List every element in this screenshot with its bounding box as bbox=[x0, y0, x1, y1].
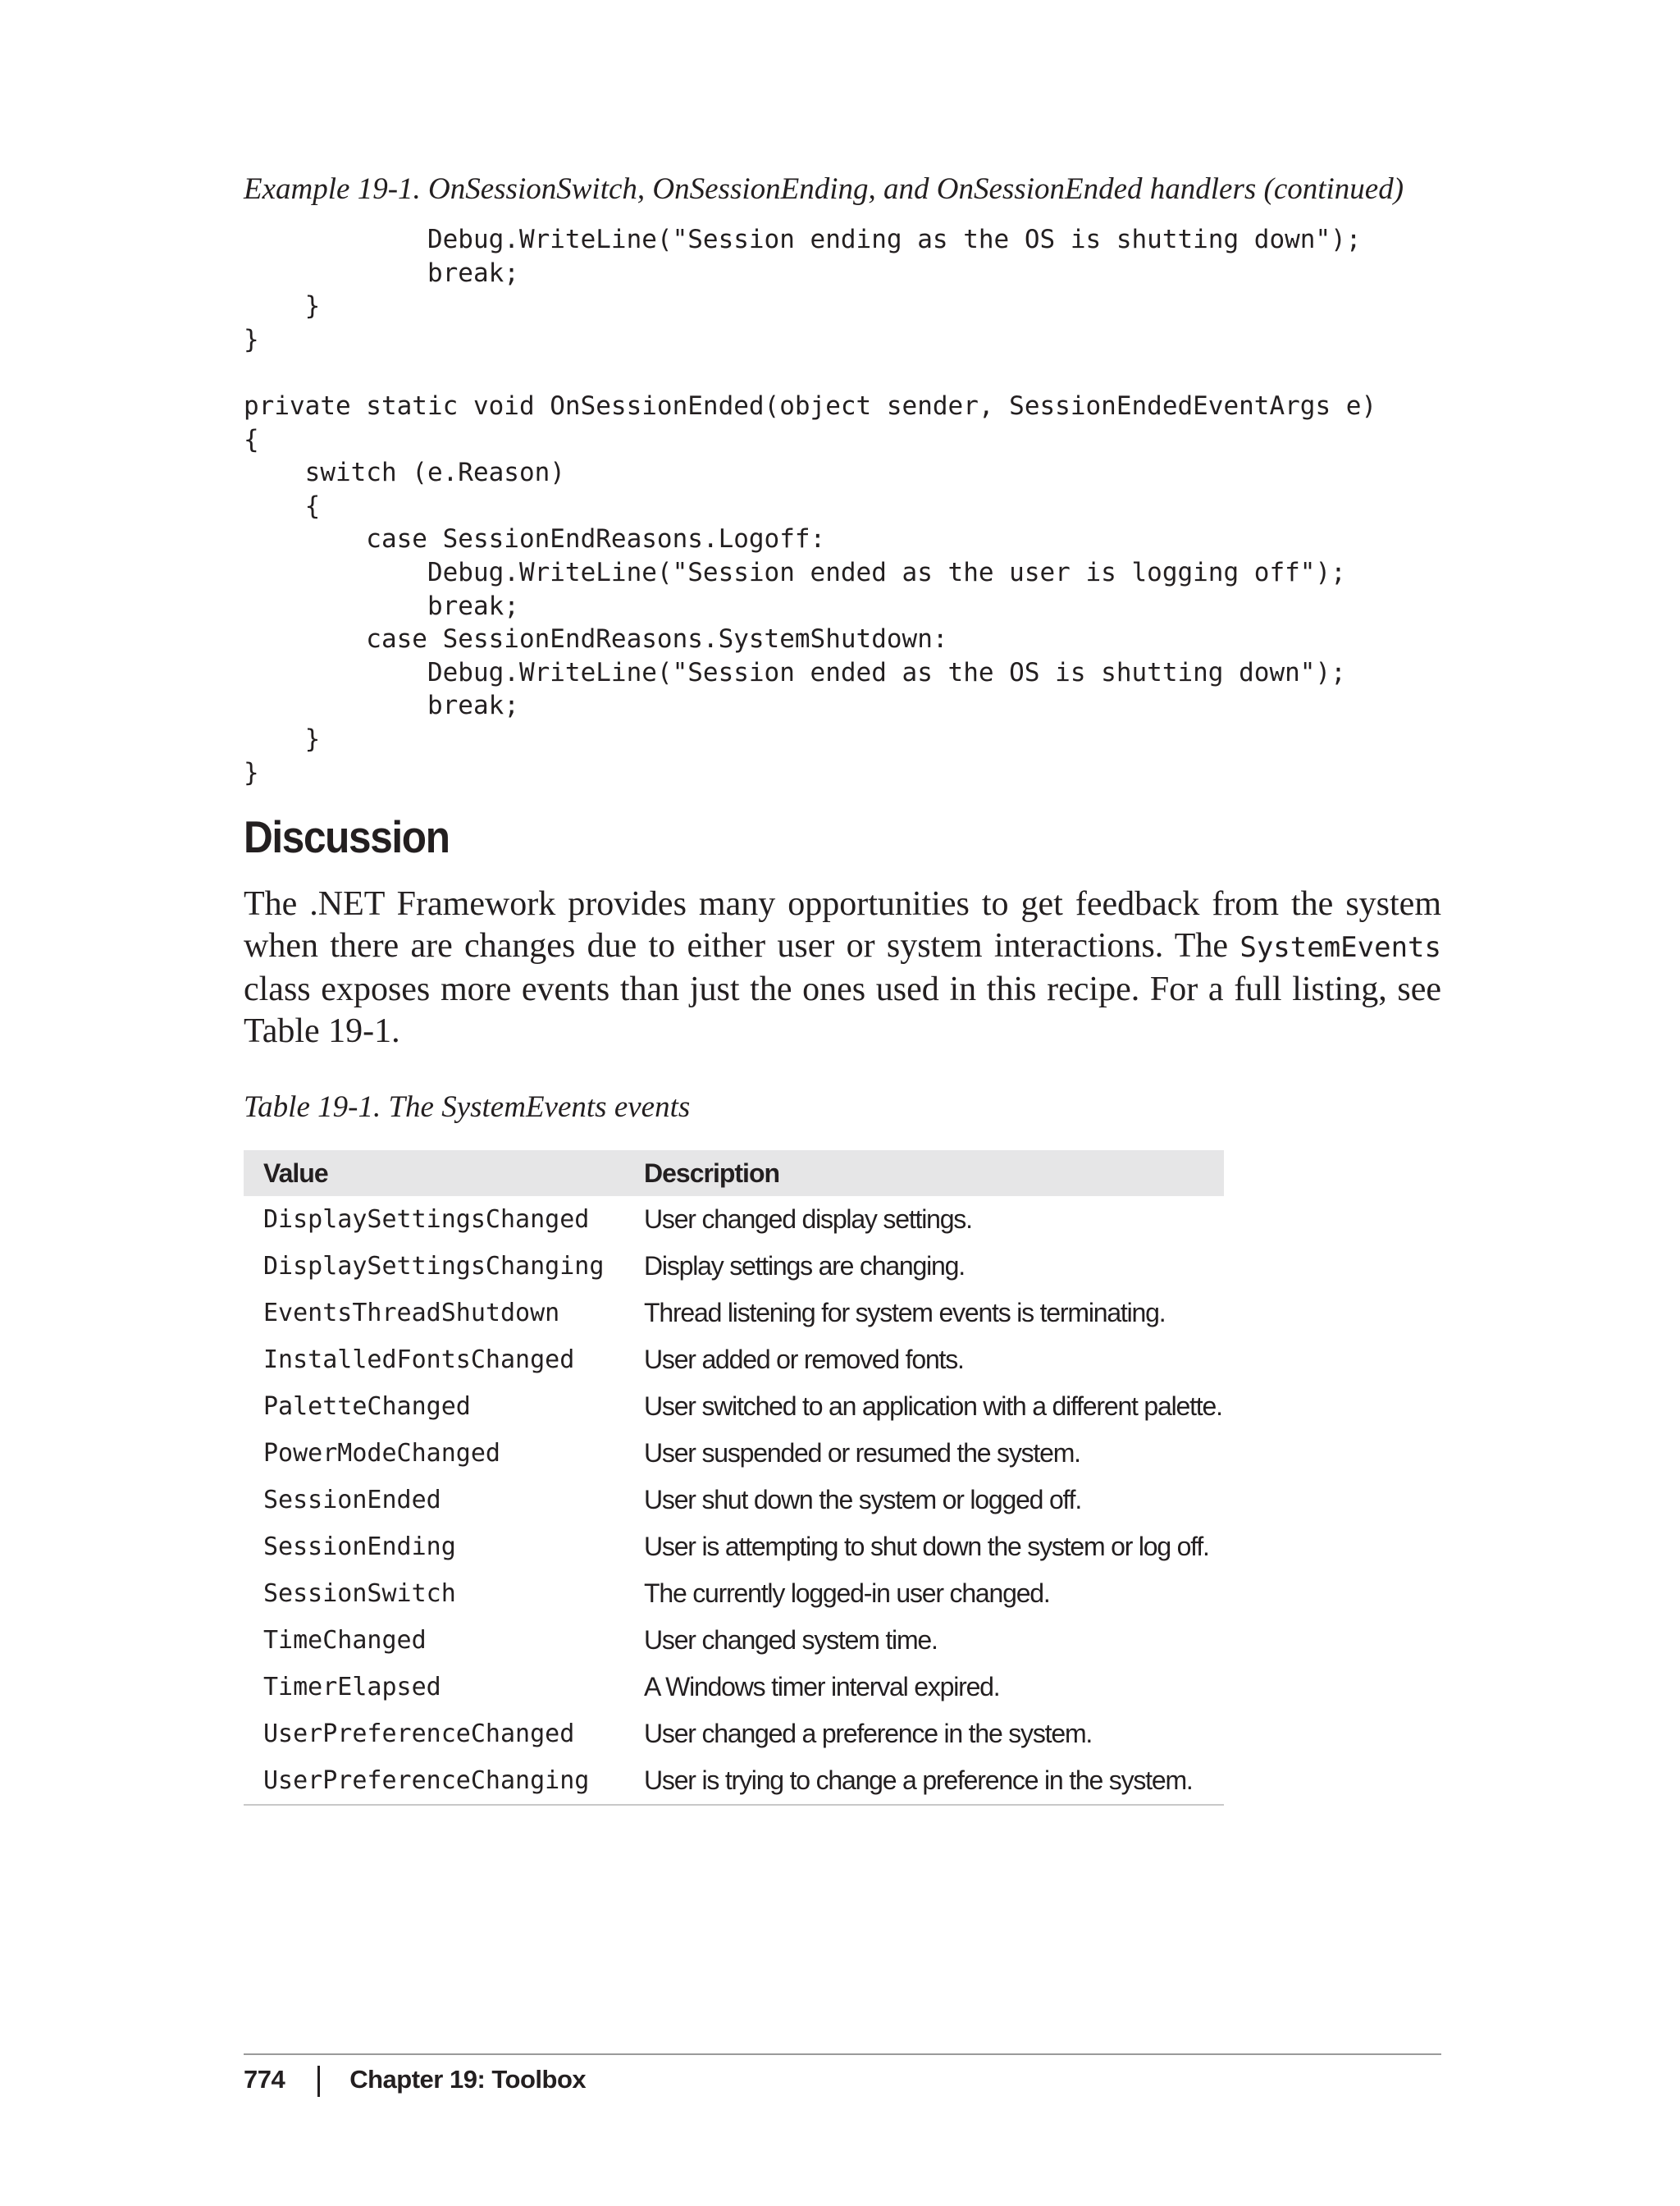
code-line: { bbox=[244, 491, 321, 521]
code-line: case SessionEndReasons.Logoff: bbox=[244, 524, 826, 555]
page-number: 774 bbox=[244, 2065, 285, 2094]
event-name-cell: UserPreferenceChanged bbox=[263, 1720, 575, 1748]
table-row bbox=[244, 1290, 1224, 1336]
event-description-cell: User shut down the system or logged off. bbox=[644, 1485, 1082, 1514]
code-line: case SessionEndReasons.SystemShutdown: bbox=[244, 624, 948, 655]
event-name-cell: PowerModeChanged bbox=[263, 1439, 500, 1468]
table-row bbox=[244, 1477, 1224, 1523]
event-name-cell: InstalledFontsChanged bbox=[263, 1345, 575, 1374]
event-description-cell: The currently logged-in user changed. bbox=[644, 1578, 1050, 1608]
event-name-cell: TimerElapsed bbox=[263, 1673, 441, 1701]
event-name-cell: DisplaySettingsChanged bbox=[263, 1205, 590, 1234]
table-caption: Table 19-1. The SystemEvents events bbox=[244, 1090, 691, 1124]
event-name-cell: SessionEnding bbox=[263, 1532, 456, 1561]
event-name-cell: EventsThreadShutdown bbox=[263, 1299, 560, 1327]
paragraph-text-part2: class exposes more events than just the ones used in this recipe. For a full listing, see Table 19-1. bbox=[244, 971, 1441, 1050]
system-events-table bbox=[244, 1150, 1224, 1806]
table-row bbox=[244, 1243, 1224, 1290]
code-line: switch (e.Reason) bbox=[244, 458, 565, 488]
code-listing bbox=[244, 223, 1376, 789]
code-line: } bbox=[244, 324, 259, 354]
table-row bbox=[244, 1570, 1224, 1617]
table-row bbox=[244, 1757, 1224, 1805]
table-row bbox=[244, 1336, 1224, 1383]
event-name-cell: PaletteChanged bbox=[263, 1392, 471, 1421]
paragraph-text-part1: The .NET Framework provides many opportunities to get feedback from the system when there are changes due to either user or system interactions. The bbox=[244, 885, 1441, 965]
code-line: private static void OnSessionEnded(object sender, SessionEndedEventArgs e) bbox=[244, 391, 1377, 421]
table-body bbox=[244, 1196, 1224, 1805]
code-line: break; bbox=[244, 591, 519, 621]
code-line: { bbox=[244, 424, 259, 454]
code-line: break; bbox=[244, 258, 519, 288]
event-description-cell: User suspended or resumed the system. bbox=[644, 1438, 1080, 1468]
code-line: Debug.WriteLine("Session ended as the user is logging off"); bbox=[244, 557, 1346, 587]
table-row bbox=[244, 1196, 1224, 1243]
event-description-cell: User switched to an application with a different palette. bbox=[644, 1391, 1222, 1421]
event-description-cell: User is trying to change a preference in the system. bbox=[644, 1765, 1193, 1795]
event-name-cell: SessionEnded bbox=[263, 1486, 441, 1514]
event-description-cell: User changed system time. bbox=[644, 1625, 938, 1655]
event-description-cell: User is attempting to shut down the system or log off. bbox=[644, 1532, 1209, 1561]
event-description-cell: Display settings are changing. bbox=[644, 1251, 965, 1281]
table-row bbox=[244, 1617, 1224, 1664]
column-header-description: Description bbox=[624, 1150, 1224, 1196]
code-line: } bbox=[244, 291, 321, 322]
footer-rule bbox=[244, 2053, 1441, 2055]
table-header-row bbox=[244, 1150, 1224, 1196]
table-row bbox=[244, 1430, 1224, 1477]
code-line: Debug.WriteLine("Session ended as the OS is shutting down"); bbox=[244, 657, 1346, 687]
table-row bbox=[244, 1710, 1224, 1757]
column-header-value: Value bbox=[244, 1150, 624, 1196]
footer-separator bbox=[317, 2066, 320, 2097]
event-description-cell: Thread listening for system events is terminating. bbox=[644, 1298, 1166, 1327]
event-description-cell: User changed a preference in the system. bbox=[644, 1719, 1093, 1748]
inline-code-systemevents: SystemEvents bbox=[1239, 931, 1441, 964]
event-description-cell: User changed display settings. bbox=[644, 1204, 972, 1234]
table-row bbox=[244, 1523, 1224, 1570]
event-description-cell: User added or removed fonts. bbox=[644, 1345, 964, 1374]
body-paragraph bbox=[244, 884, 1441, 1053]
event-name-cell: DisplaySettingsChanging bbox=[263, 1252, 605, 1281]
code-line: } bbox=[244, 757, 259, 788]
code-line: } bbox=[244, 724, 321, 754]
table-row bbox=[244, 1383, 1224, 1430]
code-line: break; bbox=[244, 691, 519, 721]
chapter-title: Chapter 19: Toolbox bbox=[349, 2065, 587, 2094]
event-name-cell: TimeChanged bbox=[263, 1626, 427, 1655]
section-heading: Discussion bbox=[244, 811, 450, 862]
table-row bbox=[244, 1664, 1224, 1710]
page-footer bbox=[244, 2059, 586, 2100]
event-description-cell: A Windows timer interval expired. bbox=[644, 1672, 1000, 1701]
example-caption: Example 19-1. OnSessionSwitch, OnSessionEnding, and OnSessionEnded handlers (continued) bbox=[244, 172, 1404, 206]
code-line: Debug.WriteLine("Session ending as the OS is shutting down"); bbox=[244, 225, 1362, 254]
code-line bbox=[244, 356, 1376, 390]
event-name-cell: UserPreferenceChanging bbox=[263, 1766, 590, 1795]
event-name-cell: SessionSwitch bbox=[263, 1579, 456, 1608]
